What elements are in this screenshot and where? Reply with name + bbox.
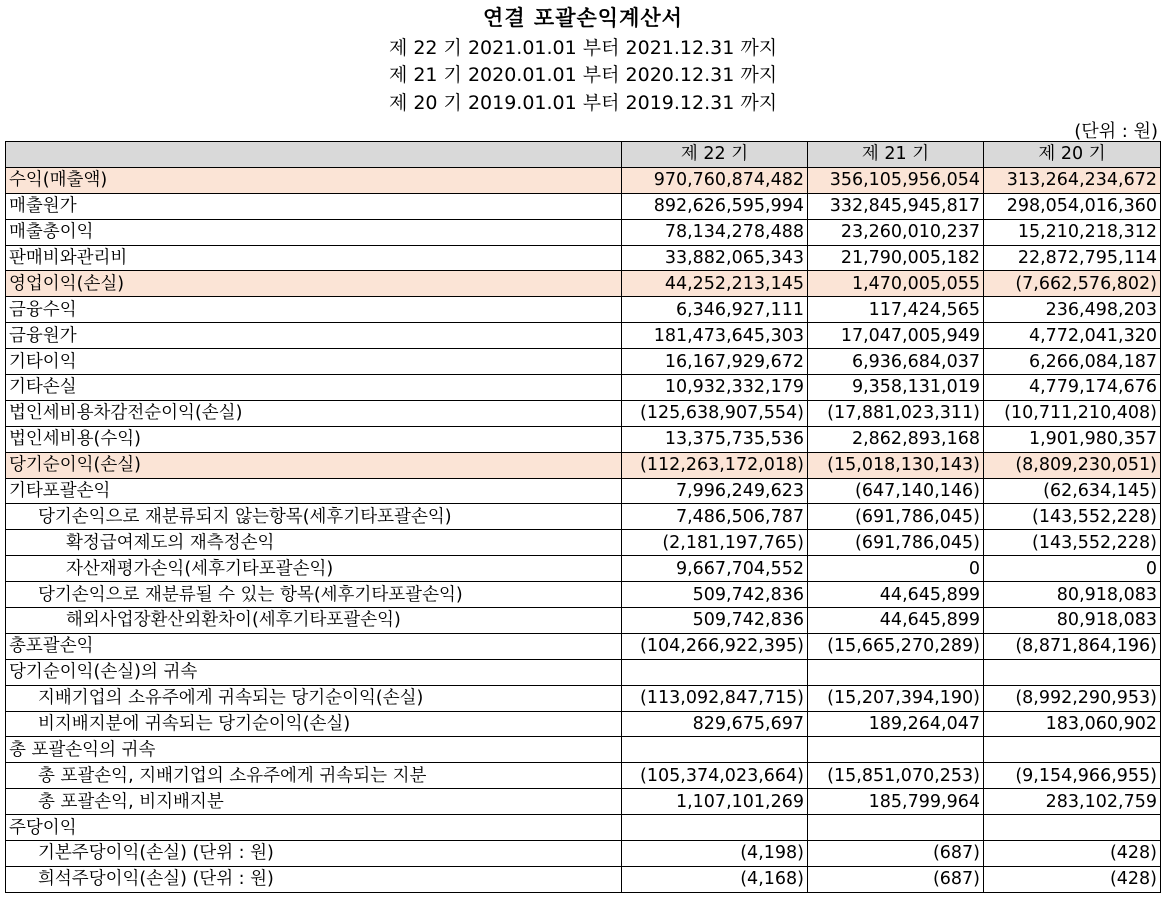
value-period-22: 44,252,213,145 — [622, 271, 808, 297]
value-period-22: (105,374,023,664) — [622, 763, 808, 789]
value-period-21: 44,645,899 — [808, 608, 984, 634]
value-period-20: (8,992,290,953) — [984, 685, 1161, 711]
account-label: 비지배지분에 귀속되는 당기순이익(손실) — [6, 711, 622, 737]
value-period-20: 313,264,234,672 — [984, 167, 1161, 193]
account-label: 수익(매출액) — [6, 167, 622, 193]
header-account — [6, 142, 622, 168]
table-row — [6, 866, 1161, 892]
value-period-21: (15,851,070,253) — [808, 763, 984, 789]
value-period-21: 44,645,899 — [808, 582, 984, 608]
value-period-21: 17,047,005,949 — [808, 323, 984, 349]
value-period-20: (143,552,228) — [984, 530, 1161, 556]
account-label: 총 포괄손익, 비지배지분 — [6, 789, 622, 815]
header-period-20: 제 20 기 — [984, 142, 1161, 168]
account-label: 영업이익(손실) — [6, 271, 622, 297]
account-label: 당기순이익(손실) — [6, 452, 622, 478]
account-label: 총포괄손익 — [6, 633, 622, 659]
value-period-22 — [622, 737, 808, 763]
table-row — [6, 608, 1161, 634]
table-row — [6, 789, 1161, 815]
account-label: 기타포괄손익 — [6, 478, 622, 504]
table-row — [6, 685, 1161, 711]
table-row — [6, 711, 1161, 737]
account-label: 자산재평가손익(세후기타포괄손익) — [6, 556, 622, 582]
value-period-22: 509,742,836 — [622, 608, 808, 634]
value-period-21: 117,424,565 — [808, 297, 984, 323]
table-row — [6, 245, 1161, 271]
account-label: 판매비와관리비 — [6, 245, 622, 271]
value-period-20: 283,102,759 — [984, 789, 1161, 815]
value-period-20: 80,918,083 — [984, 608, 1161, 634]
value-period-21 — [808, 737, 984, 763]
value-period-21: 185,799,964 — [808, 789, 984, 815]
account-label: 희석주당이익(손실) (단위 : 원) — [6, 866, 622, 892]
account-label: 기타이익 — [6, 349, 622, 375]
value-period-22 — [622, 659, 808, 685]
value-period-20: (7,662,576,802) — [984, 271, 1161, 297]
value-period-22: 78,134,278,488 — [622, 219, 808, 245]
value-period-20: 6,266,084,187 — [984, 349, 1161, 375]
header-period-22: 제 22 기 — [622, 142, 808, 168]
value-period-21 — [808, 659, 984, 685]
value-period-22: 7,996,249,623 — [622, 478, 808, 504]
account-label: 당기손익으로 재분류되지 않는항목(세후기타포괄손익) — [6, 504, 622, 530]
table-row — [6, 556, 1161, 582]
value-period-21: 2,862,893,168 — [808, 426, 984, 452]
account-label: 총 포괄손익, 지배기업의 소유주에게 귀속되는 지분 — [6, 763, 622, 789]
account-label: 당기손익으로 재분류될 수 있는 항목(세후기타포괄손익) — [6, 582, 622, 608]
account-label: 확정급여제도의 재측정손익 — [6, 530, 622, 556]
value-period-22: (4,198) — [622, 841, 808, 867]
value-period-20: (428) — [984, 841, 1161, 867]
value-period-20: (8,809,230,051) — [984, 452, 1161, 478]
table-row — [6, 271, 1161, 297]
unit-note: (단위 : 원) — [1074, 121, 1158, 142]
value-period-22: 970,760,874,482 — [622, 167, 808, 193]
value-period-22: 13,375,735,536 — [622, 426, 808, 452]
table-row — [6, 297, 1161, 323]
account-label: 총 포괄손익의 귀속 — [6, 737, 622, 763]
value-period-20 — [984, 659, 1161, 685]
value-period-20 — [984, 815, 1161, 841]
value-period-21: 6,936,684,037 — [808, 349, 984, 375]
table-row — [6, 815, 1161, 841]
table-row — [6, 193, 1161, 219]
value-period-21: (15,018,130,143) — [808, 452, 984, 478]
account-label: 기본주당이익(손실) (단위 : 원) — [6, 841, 622, 867]
account-label: 지배기업의 소유주에게 귀속되는 당기순이익(손실) — [6, 685, 622, 711]
statement-title: 연결 포괄손익계산서 — [483, 6, 683, 30]
value-period-21: (15,207,394,190) — [808, 685, 984, 711]
value-period-20: (10,711,210,408) — [984, 400, 1161, 426]
value-period-21: 23,260,010,237 — [808, 219, 984, 245]
table-row — [6, 841, 1161, 867]
value-period-20: 4,772,041,320 — [984, 323, 1161, 349]
value-period-22: (4,168) — [622, 866, 808, 892]
account-label: 해외사업장환산외환차이(세후기타포괄손익) — [6, 608, 622, 634]
table-row — [6, 219, 1161, 245]
value-period-22: (2,181,197,765) — [622, 530, 808, 556]
table-row — [6, 452, 1161, 478]
account-label: 법인세비용(수익) — [6, 426, 622, 452]
period-line-22: 제 22 기 2021.01.01 부터 2021.12.31 까지 — [388, 37, 778, 59]
value-period-21: 21,790,005,182 — [808, 245, 984, 271]
value-period-20: (9,154,966,955) — [984, 763, 1161, 789]
table-row — [6, 400, 1161, 426]
value-period-20: 15,210,218,312 — [984, 219, 1161, 245]
period-line-21: 제 21 기 2020.01.01 부터 2020.12.31 까지 — [388, 64, 778, 86]
value-period-21: (687) — [808, 841, 984, 867]
value-period-22: 7,486,506,787 — [622, 504, 808, 530]
value-period-22: 892,626,595,994 — [622, 193, 808, 219]
table-row — [6, 349, 1161, 375]
value-period-21: 0 — [808, 556, 984, 582]
value-period-20: 298,054,016,360 — [984, 193, 1161, 219]
value-period-22: 10,932,332,179 — [622, 375, 808, 401]
table-row — [6, 167, 1161, 193]
table-row — [6, 478, 1161, 504]
value-period-20 — [984, 737, 1161, 763]
value-period-21: (15,665,270,289) — [808, 633, 984, 659]
value-period-21: 356,105,956,054 — [808, 167, 984, 193]
value-period-22: 6,346,927,111 — [622, 297, 808, 323]
table-row — [6, 582, 1161, 608]
value-period-22: 1,107,101,269 — [622, 789, 808, 815]
table-row — [6, 763, 1161, 789]
value-period-22 — [622, 815, 808, 841]
value-period-20: 22,872,795,114 — [984, 245, 1161, 271]
table-row — [6, 375, 1161, 401]
account-label: 금융수익 — [6, 297, 622, 323]
value-period-22: (112,263,172,018) — [622, 452, 808, 478]
table-row — [6, 323, 1161, 349]
value-period-20: 236,498,203 — [984, 297, 1161, 323]
account-label: 매출원가 — [6, 193, 622, 219]
account-label: 기타손실 — [6, 375, 622, 401]
account-label: 금융원가 — [6, 323, 622, 349]
table-row — [6, 530, 1161, 556]
value-period-21: 1,470,005,055 — [808, 271, 984, 297]
value-period-22: (125,638,907,554) — [622, 400, 808, 426]
value-period-22: (104,266,922,395) — [622, 633, 808, 659]
value-period-22: 9,667,704,552 — [622, 556, 808, 582]
account-label: 법인세비용차감전순이익(손실) — [6, 400, 622, 426]
table-row — [6, 659, 1161, 685]
value-period-21: 332,845,945,817 — [808, 193, 984, 219]
value-period-21: (691,786,045) — [808, 504, 984, 530]
value-period-21: (17,881,023,311) — [808, 400, 984, 426]
value-period-22: 509,742,836 — [622, 582, 808, 608]
value-period-20: (8,871,864,196) — [984, 633, 1161, 659]
table-row — [6, 633, 1161, 659]
header-row — [6, 142, 1161, 168]
value-period-20: 0 — [984, 556, 1161, 582]
account-label: 주당이익 — [6, 815, 622, 841]
value-period-21 — [808, 815, 984, 841]
table-row — [6, 737, 1161, 763]
value-period-20: (428) — [984, 866, 1161, 892]
value-period-21: (647,140,146) — [808, 478, 984, 504]
value-period-20: (62,634,145) — [984, 478, 1161, 504]
value-period-22: 181,473,645,303 — [622, 323, 808, 349]
value-period-22: 33,882,065,343 — [622, 245, 808, 271]
table-row — [6, 504, 1161, 530]
value-period-21: (687) — [808, 866, 984, 892]
income-statement-table — [5, 141, 1161, 893]
value-period-21: 189,264,047 — [808, 711, 984, 737]
value-period-21: (691,786,045) — [808, 530, 984, 556]
value-period-20: 183,060,902 — [984, 711, 1161, 737]
value-period-21: 9,358,131,019 — [808, 375, 984, 401]
value-period-20: 1,901,980,357 — [984, 426, 1161, 452]
value-period-20: 80,918,083 — [984, 582, 1161, 608]
account-label: 매출총이익 — [6, 219, 622, 245]
account-label: 당기순이익(손실)의 귀속 — [6, 659, 622, 685]
value-period-22: 16,167,929,672 — [622, 349, 808, 375]
table-row — [6, 426, 1161, 452]
period-line-20: 제 20 기 2019.01.01 부터 2019.12.31 까지 — [388, 92, 778, 114]
value-period-20: (143,552,228) — [984, 504, 1161, 530]
value-period-20: 4,779,174,676 — [984, 375, 1161, 401]
value-period-22: (113,092,847,715) — [622, 685, 808, 711]
header-period-21: 제 21 기 — [808, 142, 984, 168]
value-period-22: 829,675,697 — [622, 711, 808, 737]
